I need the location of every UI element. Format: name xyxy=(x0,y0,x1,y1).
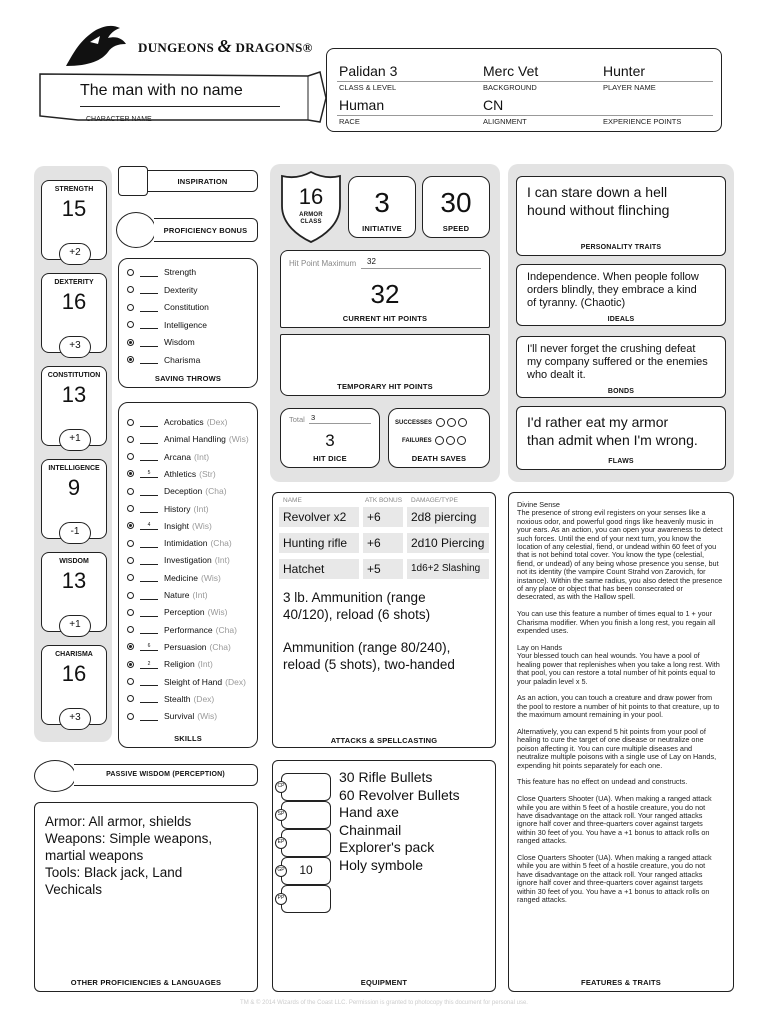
inspiration-label-box xyxy=(148,170,258,192)
race-label: RACE xyxy=(339,117,360,126)
saving-throw-value[interactable] xyxy=(140,320,158,329)
skill-attribute: (Int) xyxy=(214,555,230,566)
skill-name: Investigation xyxy=(164,555,212,566)
saving-throw-constitution[interactable] xyxy=(127,302,209,312)
features-label: FEATURES & TRAITS xyxy=(581,978,661,987)
skill-name: Acrobatics xyxy=(164,417,204,427)
saving-throws-label: SAVING THROWS xyxy=(154,374,222,383)
skill-row[interactable] xyxy=(127,434,249,444)
passive-wisdom-circle[interactable] xyxy=(34,760,76,792)
hit-dice-label: HIT DICE xyxy=(313,454,347,463)
proficiencies-box[interactable] xyxy=(34,802,258,992)
personality-traits-label: PERSONALITY TRAITS xyxy=(580,244,662,251)
skill-name: History xyxy=(164,503,191,514)
character-name-banner[interactable] xyxy=(38,68,328,126)
skill-name: Survival xyxy=(164,711,195,722)
skill-row[interactable] xyxy=(127,590,208,600)
ability-score: 16 xyxy=(61,289,87,314)
death-saves-label: DEATH SAVES xyxy=(411,454,467,463)
bonds-box[interactable] xyxy=(516,336,726,398)
logo-ampersand: & xyxy=(217,36,232,56)
skill-value[interactable]: 6 xyxy=(140,642,158,651)
skill-value[interactable]: 5 xyxy=(140,469,158,478)
proficiency-bonus-circle[interactable] xyxy=(116,212,156,248)
skill-attribute: (Wis) xyxy=(207,607,228,618)
hit-dice-total-label: Total xyxy=(289,415,305,424)
skill-value[interactable] xyxy=(140,487,158,496)
proficiency-radio[interactable] xyxy=(127,488,134,495)
skill-value[interactable] xyxy=(140,418,158,427)
proficiency-radio[interactable] xyxy=(127,339,134,346)
successes-checkboxes[interactable] xyxy=(434,418,467,427)
skill-value[interactable] xyxy=(140,712,158,721)
failures-checkboxes[interactable] xyxy=(433,436,466,445)
proficiency-radio[interactable] xyxy=(127,678,134,685)
skill-name: Nature xyxy=(164,590,190,600)
proficiency-radio[interactable] xyxy=(127,505,134,512)
coin-value[interactable] xyxy=(281,885,331,913)
saving-throw-name: Strength xyxy=(164,267,197,277)
ability-modifier[interactable]: +1 xyxy=(59,429,91,451)
coin-label: CP xyxy=(275,781,287,793)
equipment-box[interactable] xyxy=(272,760,496,992)
coin-label: EP xyxy=(275,837,287,849)
skill-attribute: (Cha) xyxy=(209,641,231,652)
skill-attribute: (Wis) xyxy=(201,572,221,583)
skill-name: Insight xyxy=(164,520,190,531)
coin-value[interactable] xyxy=(281,773,331,801)
ability-modifier[interactable]: +2 xyxy=(59,243,91,265)
hit-dice-total-value: 3 xyxy=(311,413,316,422)
equipment-text: 30 Rifle Bullets 60 Revolver Bullets Hand axe Chainmail Explorer's pack Holy symbole xyxy=(339,769,460,873)
armor-class-shield[interactable] xyxy=(280,170,342,244)
hp-max-label: Hit Point Maximum xyxy=(289,259,357,268)
ability-name: WISDOM xyxy=(59,558,89,565)
skill-row[interactable] xyxy=(127,694,214,704)
proficiency-radio[interactable] xyxy=(127,609,134,616)
attacks-col-bonus: ATK BONUS xyxy=(365,497,403,504)
proficiency-radio[interactable] xyxy=(127,626,134,633)
logo xyxy=(60,22,340,70)
ability-score: 13 xyxy=(61,568,87,593)
proficiency-radio[interactable] xyxy=(127,643,134,650)
armor-class-label: ARMOR CLASS xyxy=(299,212,323,225)
ability-name: DEXTERITY xyxy=(54,279,94,286)
inspiration-label: INSPIRATION xyxy=(177,177,228,186)
proficiency-radio[interactable] xyxy=(127,453,134,460)
saving-throw-name: Intelligence xyxy=(164,319,208,330)
ability-score: 16 xyxy=(61,661,87,686)
hp-max-value: 32 xyxy=(367,257,376,266)
skill-attribute: (Dex) xyxy=(225,676,246,687)
coin-value[interactable] xyxy=(281,829,331,857)
ability-modifier[interactable]: +1 xyxy=(59,615,91,637)
temp-hp-box[interactable] xyxy=(280,334,490,396)
attack-bonus[interactable]: +6 xyxy=(363,533,403,553)
coin-label: SP xyxy=(275,809,287,821)
ability-modifier[interactable]: +3 xyxy=(59,708,91,730)
proficiency-radio[interactable] xyxy=(127,574,134,581)
features-box[interactable] xyxy=(508,492,734,992)
skill-name: Perception xyxy=(164,607,205,618)
ability-score: 9 xyxy=(67,475,81,500)
skill-name: Intimidation xyxy=(164,538,208,549)
ability-scores xyxy=(34,166,112,742)
speed-box[interactable] xyxy=(422,176,490,238)
hit-dice-value: 3 xyxy=(325,431,335,450)
logo-text-2: DRAGONS® xyxy=(235,40,313,55)
bonds-label: BONDS xyxy=(607,388,635,395)
proficiency-radio[interactable] xyxy=(127,269,134,276)
proficiency-radio[interactable] xyxy=(127,321,134,328)
initiative-box[interactable] xyxy=(348,176,416,238)
dragon-logo-icon xyxy=(60,22,140,70)
attack-name[interactable]: Hunting rifle xyxy=(279,533,359,553)
speed-label: SPEED xyxy=(442,224,470,233)
attack-damage[interactable]: 2d8 piercing xyxy=(407,507,489,527)
skill-name: Sleight of Hand xyxy=(164,676,223,687)
attack-name[interactable]: Hatchet xyxy=(279,559,359,579)
initiative-value: 3 xyxy=(374,187,390,218)
current-hp-value: 32 xyxy=(370,279,400,309)
alignment-value[interactable]: CN xyxy=(483,97,504,113)
skill-row[interactable] xyxy=(127,538,232,548)
ability-name: CHARISMA xyxy=(55,651,93,658)
skill-row[interactable] xyxy=(127,711,217,721)
attack-bonus[interactable]: +6 xyxy=(363,507,403,527)
skill-attribute: (Dex) xyxy=(206,417,228,427)
skills-label: SKILLS xyxy=(174,734,202,743)
saving-throw-name: Wisdom xyxy=(164,337,195,347)
features-text: Divine Sense The presence of strong evil registers on your senses like a noxious odor, and powerful good rings like heavenly music in your ears. As an action, you can open your awareness to detect such forces. Until the end of your next turn, you know the location of any celestial, fiend, or undead within 60 feet of you that is not behind total cover. You know the type (celestial, fiend, or undead) of any being whose presence you sense, but not its identity (the vampire Count Strahd von Zarovich, for instance). Within the same radius, you also detect the presence of any place or object that has been consecrated or desecrated, as with the Hallow spell. You can use this feature a number of times equal to 1 + your Charisma modifier. When you finish a long rest, you regain all expended uses. Lay on Hands Your blessed touch can heal wounds. You have a pool of healing power that replenishes when you take a long rest. With that pool, you can restore a total number of hit points equal to your paladin level x 5. As an action, you can touch a creature and draw power from the pool to restore a number of hit points to that creature, up to the maximum amount remaining in your pool. Alternatively, you can expend 5 hit points from your pool of healing to cure the target of one disease or neutralize one poison affecting it. You can cure multiple diseases and neutralize multiple poisons with a single use of Lay on Hands, expending hit points separately for each one. This feature has no effect on undead and constructs. Close Quarters Shooter (UA). When making a ranged attack while you are within 5 feet of a hostile creature, you do not have disadvantage on the attack roll. Your ranged attacks ignore half cover and three-quarters cover against targets within 30 feet of you. You have a +1 bonus to attack rolls on ranged attacks. Close Quarters Shooter (UA). When making a ranged attack while you are within 5 feet of a hostile creature, you do not have disadvantage on the attack roll. Your ranged attacks ignore half cover and three-quarters cover against targets within 30 feet of you. You have a +1 bonus to attack rolls on ranged attacks. xyxy=(517,500,723,905)
ability-name: STRENGTH xyxy=(54,186,94,193)
saving-throw-charisma[interactable] xyxy=(127,355,200,365)
skill-row[interactable] xyxy=(127,677,246,687)
inspiration-box[interactable] xyxy=(118,166,148,196)
ability-name: CONSTITUTION xyxy=(47,372,101,379)
skill-row[interactable] xyxy=(127,642,231,652)
skill-row[interactable] xyxy=(127,417,227,427)
skill-value[interactable] xyxy=(140,573,158,582)
ideals-text: Independence. When people follow orders blindly, they embrace a kind of tyranny. (Chaotic) xyxy=(527,271,699,309)
attacks-box xyxy=(272,492,496,748)
proficiency-radio[interactable] xyxy=(127,436,134,443)
passive-wisdom-label-box xyxy=(74,764,258,786)
skill-attribute: (Wis) xyxy=(192,520,212,531)
saving-throw-value[interactable] xyxy=(140,285,158,294)
skill-name: Arcana xyxy=(164,451,191,462)
ideals-label: IDEALS xyxy=(607,316,635,323)
skill-row[interactable] xyxy=(127,469,216,479)
saving-throws-box xyxy=(118,258,258,388)
ability-dexterity[interactable] xyxy=(41,273,107,353)
attacks-note-2: Ammunition (range 80/240), reload (5 shots), two-handed xyxy=(283,640,455,672)
skill-attribute: (Str) xyxy=(199,468,216,479)
successes-label: SUCCESSES xyxy=(395,420,433,427)
skill-value[interactable] xyxy=(140,591,158,600)
hit-dice-box[interactable] xyxy=(280,408,380,468)
ability-strength[interactable] xyxy=(41,180,107,260)
personality-traits-text: I can stare down a hell hound without flinching xyxy=(527,184,670,218)
skill-row[interactable] xyxy=(127,573,221,583)
player-name-value[interactable]: Hunter xyxy=(603,63,646,79)
ability-modifier[interactable]: -1 xyxy=(59,522,91,544)
current-hp-label: CURRENT HIT POINTS xyxy=(342,314,428,323)
saving-throw-name: Charisma xyxy=(164,354,201,365)
skill-name: Athletics xyxy=(164,468,197,479)
attack-damage[interactable]: 1d6+2 Slashing xyxy=(407,559,489,579)
ability-score: 15 xyxy=(61,196,87,221)
proficiency-radio[interactable] xyxy=(127,540,134,547)
class-level-label: CLASS & LEVEL xyxy=(339,83,397,92)
skill-name: Religion xyxy=(164,659,195,670)
footer-copyright: TM & © 2014 Wizards of the Coast LLC. Permission is granted to photocopy this document for personal use. xyxy=(240,1000,528,1006)
temp-hp-label: TEMPORARY HIT POINTS xyxy=(337,382,433,391)
skills-box xyxy=(118,402,258,748)
attacks-label: ATTACKS & SPELLCASTING xyxy=(330,736,438,745)
skill-attribute: (Wis) xyxy=(197,711,218,722)
skill-value[interactable]: 4 xyxy=(140,521,158,530)
flaws-text: I'd rather eat my armor than admit when I'm wrong. xyxy=(527,414,698,448)
skill-row[interactable] xyxy=(127,555,230,565)
coin-value[interactable] xyxy=(281,801,331,829)
logo-text: DUNGEONS xyxy=(138,40,215,55)
skill-name: Persuasion xyxy=(164,641,207,652)
proficiency-radio[interactable] xyxy=(127,592,134,599)
attack-bonus[interactable]: +5 xyxy=(363,559,403,579)
ideals-box[interactable] xyxy=(516,264,726,326)
death-saves-box xyxy=(388,408,490,468)
class-level-value[interactable]: Palidan 3 xyxy=(339,63,398,79)
ability-modifier[interactable]: +3 xyxy=(59,336,91,358)
proficiency-radio[interactable] xyxy=(127,286,134,293)
flaws-box[interactable] xyxy=(516,406,726,470)
ability-intelligence[interactable] xyxy=(41,459,107,539)
speed-value: 30 xyxy=(440,187,472,218)
skill-row[interactable] xyxy=(127,625,237,635)
skill-attribute: (Int) xyxy=(193,451,210,462)
skill-value[interactable] xyxy=(140,504,158,513)
skill-value[interactable] xyxy=(140,608,158,617)
flaws-label: FLAWS xyxy=(608,458,634,465)
skill-row[interactable] xyxy=(127,504,209,514)
skill-value[interactable] xyxy=(140,625,158,634)
skill-row[interactable] xyxy=(127,452,209,462)
saving-throw-name: Dexterity xyxy=(164,284,198,295)
ability-name: INTELLIGENCE xyxy=(48,465,100,472)
skill-row[interactable] xyxy=(127,486,227,496)
ability-constitution[interactable] xyxy=(41,366,107,446)
skill-name: Medicine xyxy=(164,572,199,583)
skill-value[interactable]: 2 xyxy=(140,660,158,669)
skill-attribute: (Int) xyxy=(197,659,213,670)
skill-value[interactable] xyxy=(140,539,158,548)
attack-name[interactable]: Revolver x2 xyxy=(279,507,359,527)
proficiency-radio[interactable] xyxy=(127,356,134,363)
skill-name: Performance xyxy=(164,624,213,635)
skill-attribute: (Int) xyxy=(193,503,209,514)
saving-throw-value[interactable] xyxy=(140,338,158,347)
saving-throw-dexterity[interactable] xyxy=(127,285,198,295)
ability-wisdom[interactable] xyxy=(41,552,107,632)
equipment-label: EQUIPMENT xyxy=(360,978,408,987)
personality-traits-box[interactable] xyxy=(516,176,726,256)
coin-value[interactable]: 10 xyxy=(281,857,331,885)
proficiency-radio[interactable] xyxy=(127,470,134,477)
skill-attribute: (Wis) xyxy=(228,434,249,445)
failures-label: FAILURES xyxy=(402,438,432,445)
coin-label: PP xyxy=(275,893,287,905)
skill-attribute: (Cha) xyxy=(205,486,227,497)
character-name-value: The man with no name xyxy=(80,82,243,99)
race-value[interactable]: Human xyxy=(339,97,385,113)
proficiency-label: PROFICIENCY BONUS xyxy=(163,226,248,235)
current-hp-box[interactable] xyxy=(280,250,490,328)
experience-label: EXPERIENCE POINTS xyxy=(603,117,682,126)
attacks-col-name: NAME xyxy=(283,497,302,504)
proficiency-radio[interactable] xyxy=(127,522,134,529)
saving-throw-wisdom[interactable] xyxy=(127,337,195,347)
player-name-label: PLAYER NAME xyxy=(603,83,656,92)
proficiency-radio[interactable] xyxy=(127,713,134,720)
skill-value[interactable] xyxy=(140,435,158,444)
skill-name: Deception xyxy=(164,486,203,497)
coin-label: GP xyxy=(275,865,287,877)
skill-value[interactable] xyxy=(140,694,158,703)
skill-attribute: (Cha) xyxy=(215,624,237,635)
saving-throw-value[interactable] xyxy=(140,303,158,312)
skill-attribute: (Cha) xyxy=(210,538,232,549)
saving-throw-value[interactable] xyxy=(140,268,158,277)
saving-throw-intelligence[interactable] xyxy=(127,320,207,330)
skill-row[interactable] xyxy=(127,521,212,531)
proficiency-radio[interactable] xyxy=(127,557,134,564)
proficiency-radio[interactable] xyxy=(127,695,134,702)
passive-wisdom-label: PASSIVE WISDOM (PERCEPTION) xyxy=(106,771,225,778)
skill-value[interactable] xyxy=(140,677,158,686)
proficiency-radio[interactable] xyxy=(127,304,134,311)
skill-attribute: (Dex) xyxy=(193,693,215,704)
alignment-label: ALIGNMENT xyxy=(483,117,527,126)
proficiency-label-box xyxy=(154,218,258,242)
character-name-label: CHARACTER NAME xyxy=(86,116,152,123)
proficiency-radio[interactable] xyxy=(127,661,134,668)
attacks-note-1: 3 lb. Ammunition (range 40/120), reload (6 shots) xyxy=(283,590,431,622)
ability-score: 13 xyxy=(61,382,87,407)
proficiencies-label: OTHER PROFICIENCIES & LANGUAGES xyxy=(70,978,222,987)
skill-value[interactable] xyxy=(140,452,158,461)
proficiencies-text: Armor: All armor, shields Weapons: Simple weapons, martial weapons Tools: Black jack, Land Vechicals xyxy=(45,814,213,897)
ability-charisma[interactable] xyxy=(41,645,107,725)
saving-throw-strength[interactable] xyxy=(127,267,196,277)
skill-row[interactable] xyxy=(127,659,213,669)
background-label: BACKGROUND xyxy=(483,83,537,92)
bonds-text: I'll never forget the crushing defeat my company suffered or the enemies who dealt it. xyxy=(527,343,708,381)
saving-throw-name: Constitution xyxy=(164,302,209,312)
proficiency-radio[interactable] xyxy=(127,419,134,426)
initiative-label: INITIATIVE xyxy=(362,224,402,233)
skill-row[interactable] xyxy=(127,607,227,617)
skill-name: Stealth xyxy=(164,693,191,704)
skill-value[interactable] xyxy=(140,556,158,565)
attacks-col-damage: DAMAGE/TYPE xyxy=(411,497,458,504)
attack-damage[interactable]: 2d10 Piercing xyxy=(407,533,489,553)
background-value[interactable]: Merc Vet xyxy=(483,63,539,79)
header-info-box xyxy=(326,48,722,132)
skill-name: Animal Handling xyxy=(164,434,226,445)
saving-throw-value[interactable] xyxy=(140,355,158,364)
armor-class-value: 16 xyxy=(298,184,324,209)
skill-attribute: (Int) xyxy=(192,590,208,600)
